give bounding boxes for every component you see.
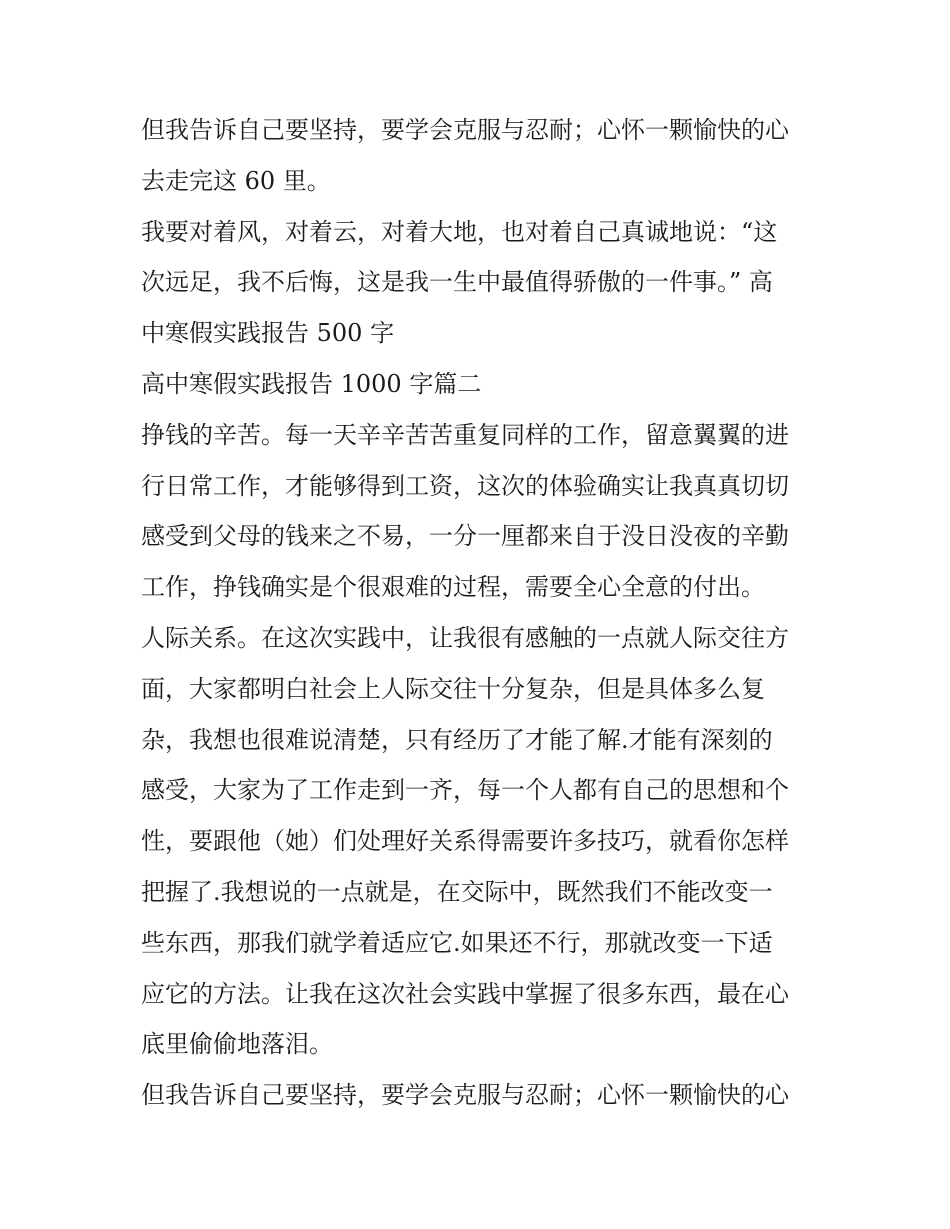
text-line-9: 感受到父母的钱来之不易，一分一厘都来自于没日没夜的辛勤 <box>141 522 789 551</box>
text-line-14: 感受，大家为了工作走到一齐，每一个人都有自己的思想和个 <box>141 776 789 805</box>
document-body <box>141 105 821 1121</box>
text-line-16: 把握了.我想说的一点就是，在交际中，既然我们不能改变一 <box>141 877 773 906</box>
text-line-3: 我要对着风，对着云，对着大地，也对着自己真诚地说：“这 <box>141 217 778 246</box>
text-line-5: 中寒假实践报告 500 字 <box>141 319 395 348</box>
text-line-10: 工作，挣钱确实是个很艰难的过程，需要全心全意的付出。 <box>141 573 765 602</box>
text-line-15: 性，要跟他（她）们处理好关系得需要许多技巧，就看你怎样 <box>141 827 789 856</box>
text-line-7: 挣钱的辛苦。每一天辛辛苦苦重复同样的工作，留意翼翼的进 <box>141 420 789 449</box>
text-line-13: 杂，我想也很难说清楚，只有经历了才能了解.才能有深刻的 <box>141 725 773 754</box>
text-line-12: 面，大家都明白社会上人际交往十分复杂，但是具体多么复 <box>141 674 765 703</box>
text-line-17: 些东西，那我们就学着适应它.如果还不行，那就改变一下适 <box>141 928 773 957</box>
section-heading: 高中寒假实践报告 1000 字篇二 <box>141 369 482 398</box>
text-line-2: 去走完这 60 里。 <box>141 166 331 195</box>
text-line-18: 应它的方法。让我在这次社会实践中掌握了很多东西，最在心 <box>141 979 789 1008</box>
text-line-19: 底里偷偷地落泪。 <box>141 1030 333 1059</box>
text-line-20: 但我告诉自己要坚持，要学会克服与忍耐；心怀一颗愉快的心 <box>141 1081 789 1110</box>
text-line-11: 人际关系。在这次实践中，让我很有感触的一点就人际交往方 <box>141 623 789 652</box>
text-line-1: 但我告诉自己要坚持，要学会克服与忍耐；心怀一颗愉快的心 <box>141 116 789 144</box>
text-line-4: 次远足，我不后悔，这是我一生中最值得骄傲的一件事。” 高 <box>141 268 773 297</box>
text-line-8: 行日常工作，才能够得到工资，这次的体验确实让我真真切切 <box>141 471 789 500</box>
